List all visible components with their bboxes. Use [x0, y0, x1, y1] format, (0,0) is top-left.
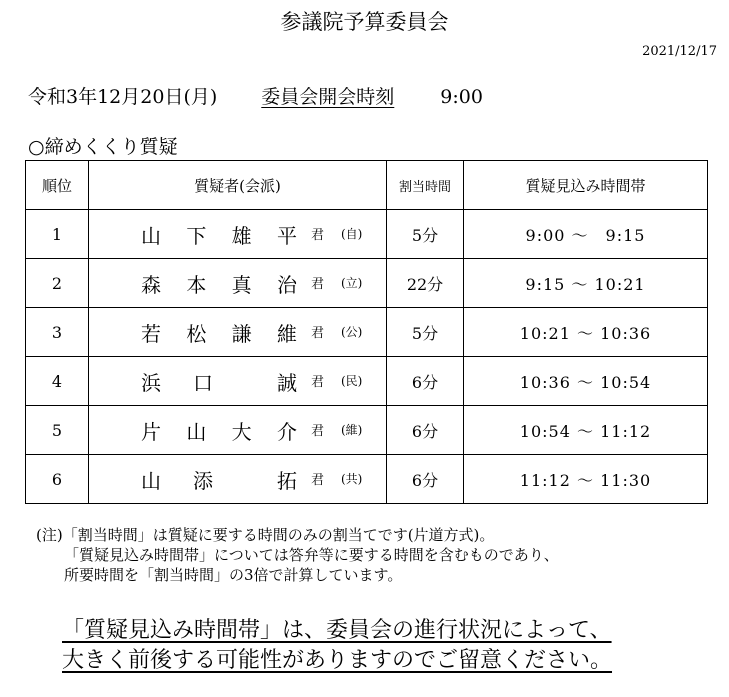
session-day: 令和3年12月20日(月): [28, 86, 218, 108]
questioner-cell: [89, 357, 387, 406]
party-badge: (維): [341, 423, 363, 437]
time-slot-cell: 10:21 ～ 10:36: [464, 308, 708, 357]
time-slot-cell: 9:00 ～ 9:15: [464, 210, 708, 259]
session-open-label: 委員会開会時刻: [261, 86, 395, 108]
honorific: 君: [311, 277, 325, 292]
allocated-time-cell: 6分: [387, 406, 464, 455]
warning-line-2: 大きく前後する可能性がありますのでご留意ください。: [62, 648, 613, 673]
party-badge: (公): [341, 325, 363, 339]
time-slot-cell: 9:15 ～ 10:21: [464, 259, 708, 308]
rank-cell: 1: [26, 210, 89, 259]
time-slot-cell: 10:36 ～ 10:54: [464, 357, 708, 406]
questioner-cell: [89, 259, 387, 308]
questioner-name: [141, 318, 297, 347]
rank-cell: 4: [26, 357, 89, 406]
name-char: 松: [186, 321, 207, 346]
allocated-time-cell: 5分: [387, 308, 464, 357]
rank-cell: 3: [26, 308, 89, 357]
allocated-time-cell: 6分: [387, 357, 464, 406]
header-allocated-time: 割当時間: [387, 161, 464, 210]
note-line-1: (注)「割当時間」は質疑に要する時間のみの割当てです(片道方式)。: [36, 526, 495, 544]
name-char: 山: [141, 223, 161, 248]
table-row: [26, 210, 708, 259]
table-row: [26, 455, 708, 504]
honorific: 君: [311, 424, 325, 439]
session-open: [261, 86, 483, 108]
honorific: 君: [311, 326, 325, 341]
questioner-cell: [89, 308, 387, 357]
name-char: 謙: [231, 321, 252, 346]
time-slot-cell: 10:54 ～ 11:12: [464, 406, 708, 455]
name-char: 誠: [277, 370, 297, 395]
table-row: [26, 406, 708, 455]
questioner-name: [141, 367, 297, 396]
allocated-time-cell: 6分: [387, 455, 464, 504]
rank-cell: 5: [26, 406, 89, 455]
allocated-time-cell: 22分: [387, 259, 464, 308]
section-label: ○締めくくり質疑: [28, 136, 178, 158]
rank-cell: 6: [26, 455, 89, 504]
honorific: 君: [311, 473, 325, 488]
name-char: 真: [231, 272, 252, 297]
questioner-cell: [89, 210, 387, 259]
questioner-name: [141, 220, 297, 249]
session-open-time: 9:00: [440, 86, 483, 108]
name-char: 森: [141, 272, 161, 297]
party-badge: (共): [341, 472, 363, 486]
warning-line-1: 「質疑見込み時間帯」は、委員会の進行状況によって、: [62, 618, 612, 643]
name-char: 維: [276, 321, 297, 346]
name-char: 山: [141, 468, 161, 493]
questioner-name: [141, 269, 297, 298]
questioner-cell: [89, 455, 387, 504]
header-rank: 順位: [26, 161, 89, 210]
name-char: 山: [186, 419, 207, 444]
page-title: 参議院予算委員会: [280, 10, 449, 34]
name-char: 雄: [231, 223, 252, 248]
questioner-name: [141, 416, 297, 445]
note-line-2: 「質疑見込み時間帯」については答弁等に要する時間を含むものであり、: [64, 546, 559, 564]
name-char: 治: [276, 272, 297, 297]
notes: [36, 525, 559, 585]
name-char: 平: [276, 223, 297, 248]
name-char: 添: [193, 468, 213, 493]
warning-notice: [62, 616, 612, 676]
name-char: 下: [186, 223, 207, 248]
allocated-time-cell: 5分: [387, 210, 464, 259]
name-char: 口: [193, 370, 213, 395]
name-char: 拓: [277, 468, 297, 493]
header-time-slot: 質疑見込み時間帯: [464, 161, 708, 210]
table-row: [26, 308, 708, 357]
honorific: 君: [311, 375, 325, 390]
table-row: [26, 259, 708, 308]
name-char: 本: [186, 272, 207, 297]
name-char: 片: [141, 419, 161, 444]
note-line-3: 所要時間を「割当時間」の3倍で計算しています。: [64, 566, 403, 584]
name-char: 大: [231, 419, 252, 444]
questioner-table: [25, 160, 708, 504]
name-char: 介: [276, 419, 297, 444]
party-badge: (立): [341, 276, 363, 290]
party-badge: (民): [341, 374, 363, 388]
document-date: 2021/12/17: [642, 44, 717, 59]
header-questioner: 質疑者(会派): [89, 161, 387, 210]
honorific: 君: [311, 228, 325, 243]
party-badge: (自): [341, 227, 363, 241]
table-header-row: [26, 161, 708, 210]
session-info: [28, 82, 483, 109]
table-row: [26, 357, 708, 406]
questioner-cell: [89, 406, 387, 455]
name-char: 若: [141, 321, 161, 346]
rank-cell: 2: [26, 259, 89, 308]
name-char: 浜: [141, 370, 161, 395]
time-slot-cell: 11:12 ～ 11:30: [464, 455, 708, 504]
questioner-name: [141, 465, 297, 494]
